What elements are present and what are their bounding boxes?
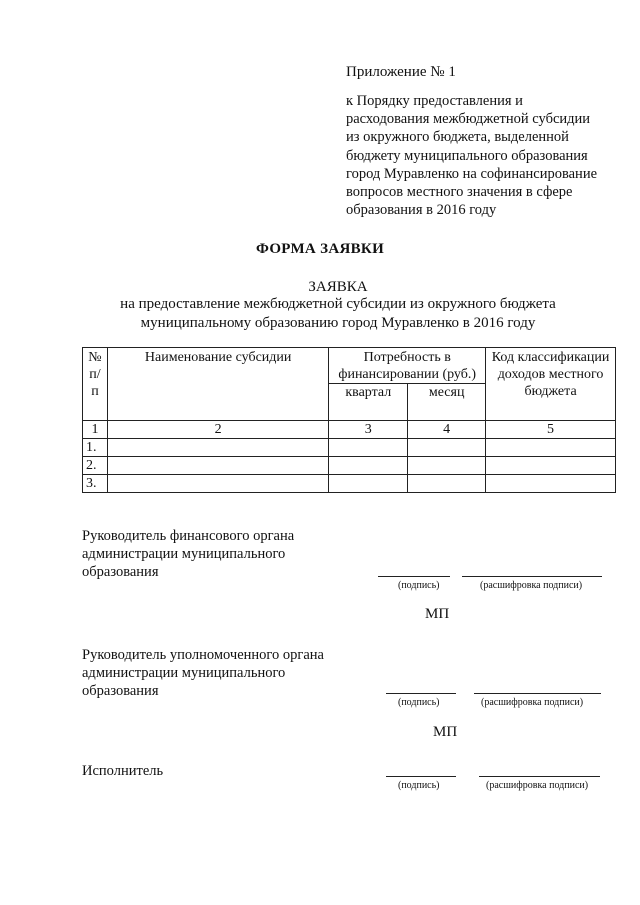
- header-code: Код классификации доходов местного бюджета: [486, 348, 616, 421]
- decoding-line: [474, 693, 601, 694]
- decoding-caption: (расшифровка подписи): [486, 780, 589, 791]
- row-number: 3.: [83, 475, 108, 493]
- decoding-caption: (расшифровка подписи): [481, 697, 584, 708]
- decoding-caption: (расшифровка подписи): [480, 580, 583, 591]
- header-need: Потребность в финансировании (руб.): [329, 348, 486, 384]
- table-cell: [329, 439, 408, 457]
- header-quarter: квартал: [329, 384, 408, 421]
- signature-label-finance: Руководитель финансового органа администрации муниципального образования: [82, 528, 295, 580]
- column-number: 5: [486, 421, 616, 439]
- subsidy-table: [82, 347, 616, 493]
- table-cell: [329, 457, 408, 475]
- signature-caption: (подпись): [398, 580, 440, 591]
- table-cell: [107, 475, 328, 493]
- request-heading: ЗАЯВКА: [308, 279, 368, 295]
- column-number: 1: [83, 421, 108, 439]
- table-cell: [486, 475, 616, 493]
- stamp-placeholder: МП: [433, 724, 458, 740]
- column-number: 3: [329, 421, 408, 439]
- signature-label-executor: Исполнитель: [82, 763, 164, 779]
- header-name: Наименование субсидии: [107, 348, 328, 421]
- signature-line: [378, 576, 450, 577]
- signature-caption: (подпись): [398, 697, 440, 708]
- appendix-title: Приложение № 1: [346, 64, 456, 80]
- table-cell: [408, 457, 486, 475]
- signature-line: [386, 693, 456, 694]
- table-row: [83, 457, 616, 475]
- table-header-row: [83, 348, 616, 384]
- column-number: 2: [107, 421, 328, 439]
- row-number: 1.: [83, 439, 108, 457]
- table-cell: [408, 475, 486, 493]
- table-cell: [107, 457, 328, 475]
- row-number: 2.: [83, 457, 108, 475]
- signature-label-authorized: Руководитель уполномоченного органа администрации муниципального образования: [82, 647, 324, 699]
- signature-line: [386, 776, 456, 777]
- table-cell: [486, 439, 616, 457]
- table-cell: [329, 475, 408, 493]
- decoding-line: [479, 776, 600, 777]
- column-numbers-row: [83, 421, 616, 439]
- form-title: ФОРМА ЗАЯВКИ: [255, 241, 385, 257]
- table-row: [83, 439, 616, 457]
- table-row: [83, 475, 616, 493]
- table-cell: [486, 457, 616, 475]
- signature-caption: (подпись): [398, 780, 440, 791]
- table-cell: [408, 439, 486, 457]
- request-subtitle: на предоставление межбюджетной субсидии из окружного бюджета муниципальному образованию город Муравленко в 2016 году: [120, 296, 556, 331]
- header-month: месяц: [408, 384, 486, 421]
- decoding-line: [462, 576, 602, 577]
- stamp-placeholder: МП: [425, 606, 450, 622]
- header-num: № п/п: [83, 348, 108, 421]
- appendix-body: к Порядку предоставления и расходования межбюджетной субсидии из окружного бюджета, выделенной бюджету муниципального образования город Муравленко на софинансирование вопросов местного значения в сфере образования в 2016 году: [346, 93, 598, 219]
- column-number: 4: [408, 421, 486, 439]
- table-cell: [107, 439, 328, 457]
